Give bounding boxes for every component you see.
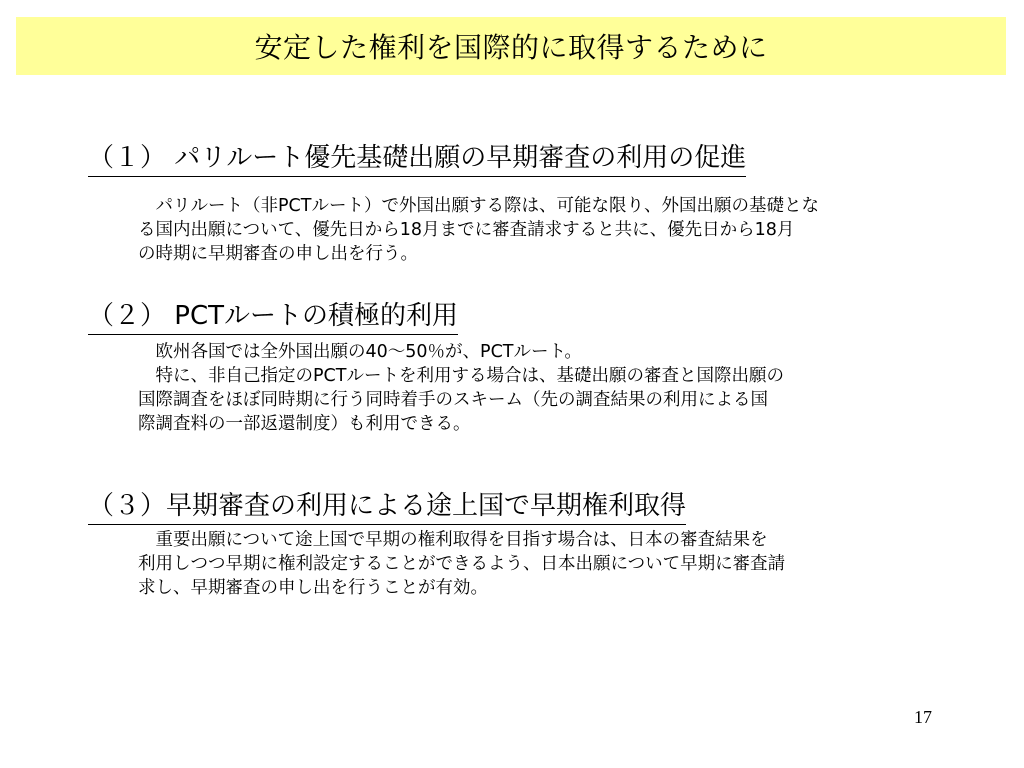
section-1-line: パリルート（非PCTルート）で外国出願する際は、可能な限り、外国出願の基礎とな (138, 196, 819, 216)
section-3-body (138, 528, 944, 600)
section-3-heading: （３）早期審査の利用による途上国で早期権利取得 (88, 490, 686, 525)
section-1-heading: （１） パリルート優先基礎出願の早期審査の利用の促進 (88, 142, 746, 177)
slide-title: 安定した権利を国際的に取得するために (254, 31, 768, 64)
section-2-heading: （２） PCTルートの積極的利用 (88, 300, 458, 335)
section-1-line: の時期に早期審査の申し出を行う。 (138, 244, 418, 264)
section-2-body (138, 340, 944, 436)
page-number: 17 (914, 707, 932, 727)
section-2-line: 特に、非自己指定のPCTルートを利用する場合は、基礎出願の審査と国際出願の (138, 366, 784, 386)
section-1-line: る国内出願について、優先日から18月までに審査請求すると共に、優先日から18月 (138, 220, 795, 240)
section-3-line: 利用しつつ早期に権利設定することができるよう、日本出願について早期に審査請 (138, 554, 786, 574)
section-2-line: 欧州各国では全外国出願の40～50％が、PCTルート。 (138, 342, 582, 362)
section-2-line: 際調査料の一部返還制度）も利用できる。 (138, 414, 471, 434)
title-banner (16, 17, 1006, 75)
section-3-line: 重要出願について途上国で早期の権利取得を目指す場合は、日本の審査結果を (138, 530, 768, 550)
section-2-line: 国際調査をほぼ同時期に行う同時着手のスキーム（先の調査結果の利用による国 (138, 390, 768, 410)
section-3-line: 求し、早期審査の申し出を行うことが有効。 (138, 578, 488, 598)
section-1-body (138, 194, 944, 266)
